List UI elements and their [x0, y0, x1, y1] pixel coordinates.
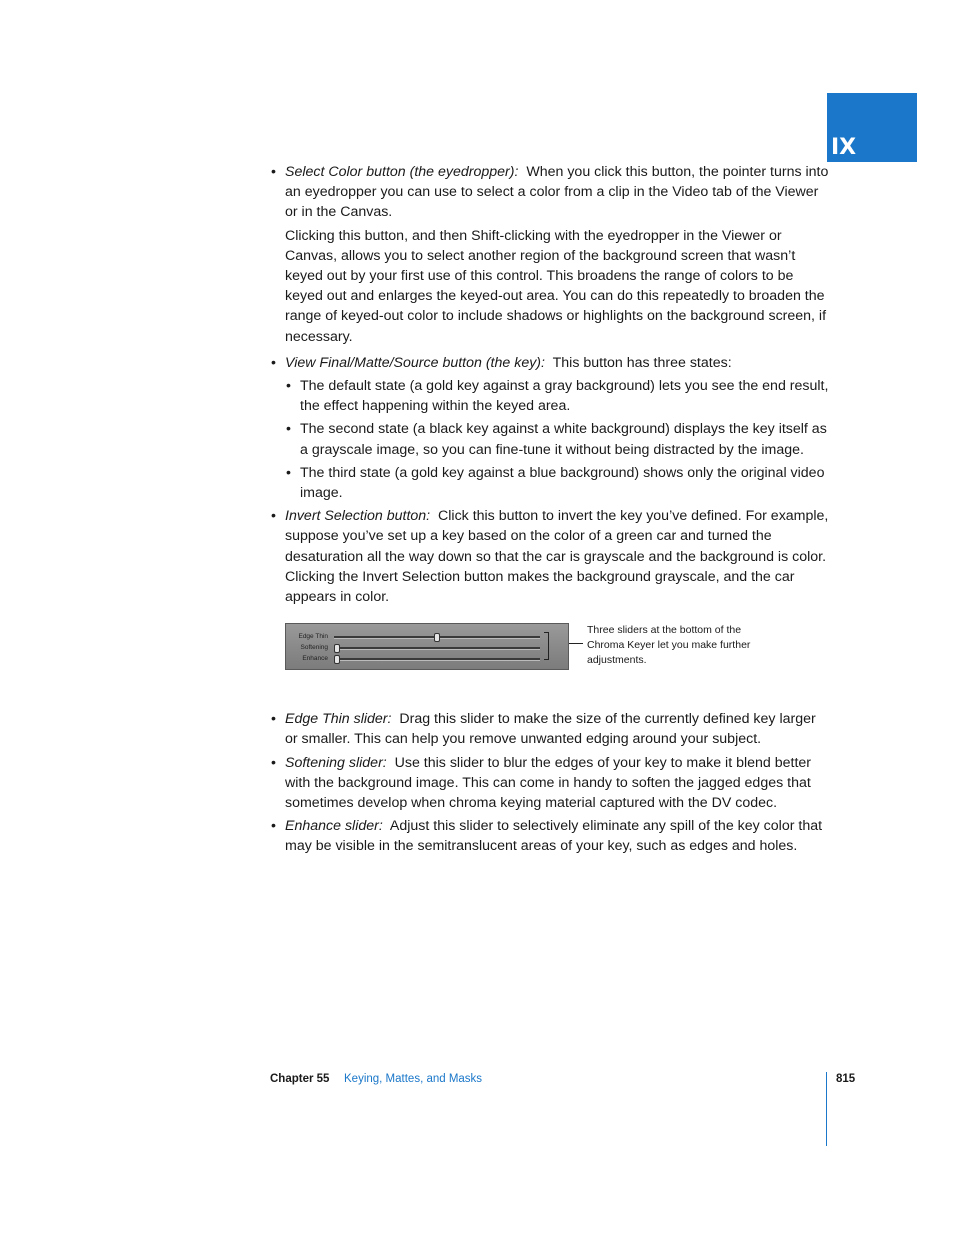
- item-term: Softening slider:: [285, 754, 387, 771]
- footer-chapter-title: Keying, Mattes, and Masks: [344, 1073, 483, 1085]
- softening-slider-track: [334, 647, 540, 650]
- item-term: Enhance slider:: [285, 818, 383, 835]
- edge-thin-slider-track: [334, 636, 540, 639]
- footer-divider: [826, 1072, 827, 1146]
- item-text: When you click this button, the pointer turns into an eyedropper you can use to select a color from a clip in the Video tab of the Viewer or in the Canvas.: [285, 164, 829, 221]
- item-text: The third state (a gold key against a blue background) shows only the original video image.: [300, 464, 825, 502]
- slider-label-softening: Softening: [300, 644, 328, 652]
- item-term: Edge Thin slider:: [285, 711, 392, 728]
- footer-chapter-label: Chapter 55: [270, 1073, 330, 1085]
- sub-list-item: [285, 463, 830, 503]
- enhance-slider-knob: [334, 655, 340, 664]
- item-term: View Final/Matte/Source button (the key):: [285, 354, 545, 371]
- item-term: Invert Selection button:: [285, 508, 431, 525]
- item-text: Click this button to invert the key you’ve defined. For example, suppose you’ve set up a key based on the color of a green car and turned the desaturation all the way down so that the car is grayscale and the background is color. Clicking the Invert Selection button makes the background grayscale, and the car appears in color.: [285, 508, 829, 606]
- slider-label-enhance: Enhance: [302, 655, 328, 663]
- list-item: [270, 709, 830, 749]
- sub-list-item: [285, 419, 830, 459]
- list-item: [270, 816, 830, 856]
- item-text: Drag this slider to make the size of the currently defined key larger or smaller. This can help you remove unwanted edging around your subject.: [285, 711, 816, 748]
- item-text: The default state (a gold key against a gray background) lets you see the end result, the effect happening within the keyed area.: [300, 378, 829, 415]
- callout-bracket: [544, 632, 549, 660]
- edge-thin-slider-knob: [434, 633, 440, 642]
- enhance-slider-track: [334, 658, 540, 661]
- figure-caption: Three sliders at the bottom of the Chroma Keyer let you make further adjustments.: [587, 624, 751, 666]
- page-number: 815: [836, 1073, 856, 1085]
- item-text: The second state (a black key against a white background) displays the key itself as a grayscale image, so you can fine-tune it without being distracted by the image.: [300, 421, 827, 458]
- list-item: [270, 353, 830, 373]
- part-tab-label: IX: [831, 135, 857, 160]
- item-text: Adjust this slider to selectively eliminate any spill of the key color that may be visible in the semitranslucent areas of your key, such as edges and holes.: [285, 818, 823, 855]
- item-text: This button has three states:: [552, 354, 732, 371]
- softening-slider-knob: [334, 644, 340, 653]
- list-item: [270, 506, 830, 607]
- slider-label-edge-thin: Edge Thin: [298, 633, 328, 641]
- body-text: [270, 162, 830, 860]
- list-item: [270, 753, 830, 814]
- part-tab: [827, 93, 917, 162]
- slider-figure: [270, 613, 830, 707]
- item-text: Use this slider to blur the edges of your key to make it blend better with the background image. This can come in handy to soften the jagged edges that sometimes develop when chroma keying material captured with the DV codec.: [285, 754, 812, 812]
- list-item: [270, 162, 830, 347]
- chroma-keyer-slider-panel: [285, 623, 569, 670]
- item-term: Select Color button (the eyedropper):: [285, 164, 519, 180]
- callout-leader-line: [569, 643, 583, 644]
- item-paragraph: Clicking this button, and then Shift-clicking with the eyedropper in the Viewer or Canvas, allows you to select another region of the background screen that wasn’t keyed out by your first use of this control. This broadens the range of colors to be keyed out and enlarges the keyed-out area. You can do this repeatedly to broaden the range of keyed-out color to include shadows or highlights on the background screen, if necessary.: [285, 227, 827, 345]
- sub-list-item: [285, 376, 830, 416]
